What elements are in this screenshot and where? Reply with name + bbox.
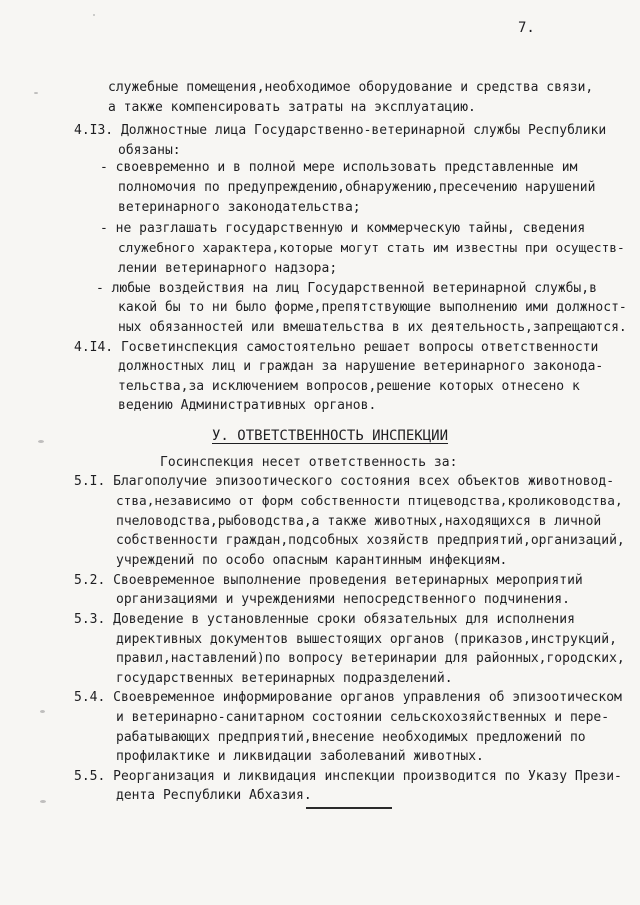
list-item: - любые воздействия на лиц Государственной ветеринарной службы,в bbox=[96, 281, 597, 296]
text-line: и ветеринарно-санитарном состоянии сельскохозяйственных и пере- bbox=[116, 710, 610, 725]
clause-5-1: 5.I. Благополучие эпизоотического состояния всех объектов животновод- bbox=[74, 474, 615, 489]
scan-speck bbox=[34, 92, 38, 94]
clause-4-13: 4.I3. Должностные лица Государственно-ветеринарной службы Республики bbox=[74, 123, 607, 138]
scan-speck bbox=[40, 710, 45, 713]
text-line: профилактике и ликвидации заболеваний животных. bbox=[116, 749, 484, 764]
text-line: учреждений по особо опасным карантинным инфекциям. bbox=[116, 553, 508, 568]
clause-5-3: 5.3. Доведение в установленные сроки обязательных для исполнения bbox=[74, 612, 575, 627]
text-line: пчеловодства,рыбоводства,а также животных,находящихся в личной bbox=[116, 514, 602, 529]
text-line: собственности граждан,подсобных хозяйств предприятий,организаций, bbox=[116, 533, 625, 548]
text-line: ветеринарного законодательства; bbox=[118, 200, 361, 215]
text-line: государственных ветеринарных подразделений. bbox=[116, 671, 453, 686]
text-line: организациями и учреждениями непосредственного подчинения. bbox=[116, 592, 570, 607]
text-line: обязаны: bbox=[118, 143, 181, 158]
section-intro: Госинспекция несет ответственность за: bbox=[160, 455, 458, 470]
text-line: какой бы то ни было форме,препятствующие выполнению ими должност- bbox=[118, 300, 627, 315]
text-line: а также компенсировать затраты на эксплуатацию. bbox=[108, 100, 476, 115]
clause-5-4: 5.4. Своевременное информирование органов управления об эпизоотическом bbox=[74, 690, 622, 705]
text-line: рабатывающих предприятий,внесение необходимых предложений по bbox=[116, 730, 586, 745]
scan-speck bbox=[93, 14, 95, 16]
closing-rule bbox=[306, 807, 392, 809]
text-line: полномочия по предупреждению,обнаружению,пресечению нарушений bbox=[118, 180, 596, 195]
text-line: ных обязанностей или вмешательства в их деятельность,запрещаются. bbox=[118, 320, 627, 335]
text-line: дента Республики Абхазия. bbox=[116, 788, 312, 803]
text-line: лении ветеринарного надзора; bbox=[118, 261, 338, 276]
text-line: ства,независимо от форм собственности птицеводства,кролиководства, bbox=[116, 494, 623, 509]
text-line: тельства,за исключением вопросов,решение которых отнесено к bbox=[118, 379, 580, 394]
page-number: 7. bbox=[518, 20, 535, 36]
clause-5-2: 5.2. Своевременное выполнение проведения ветеринарных мероприятий bbox=[74, 573, 583, 588]
text-line: должностных лиц и граждан за нарушение ветеринарного законода- bbox=[118, 359, 604, 374]
clause-5-5: 5.5. Реорганизация и ликвидация инспекции производится по Указу Прези- bbox=[74, 769, 622, 784]
text-line: служебные помещения,необходимое оборудование и средства связи, bbox=[108, 80, 594, 95]
scan-speck bbox=[40, 800, 46, 803]
scan-speck bbox=[38, 440, 44, 443]
text-line: правил,наставлений)по вопросу ветеринарии для районных,городских, bbox=[116, 651, 625, 666]
clause-4-14: 4.I4. Госветинспекция самостоятельно решает вопросы ответственности bbox=[74, 340, 599, 355]
section-heading: У. ОТВЕТСТВЕННОСТЬ ИНСПЕКЦИИ bbox=[212, 428, 449, 444]
text-line: директивных документов вышестоящих органов (приказов,инструкций, bbox=[116, 632, 617, 647]
list-item: - не разглашать государственную и коммерческую тайны, сведения bbox=[100, 221, 586, 236]
list-item: - своевременно и в полной мере использовать представленные им bbox=[100, 160, 578, 175]
text-line: ведению Административных органов. bbox=[118, 398, 377, 413]
text-line: служебного характера,которые могут стать им известны при осуществ- bbox=[118, 241, 625, 256]
